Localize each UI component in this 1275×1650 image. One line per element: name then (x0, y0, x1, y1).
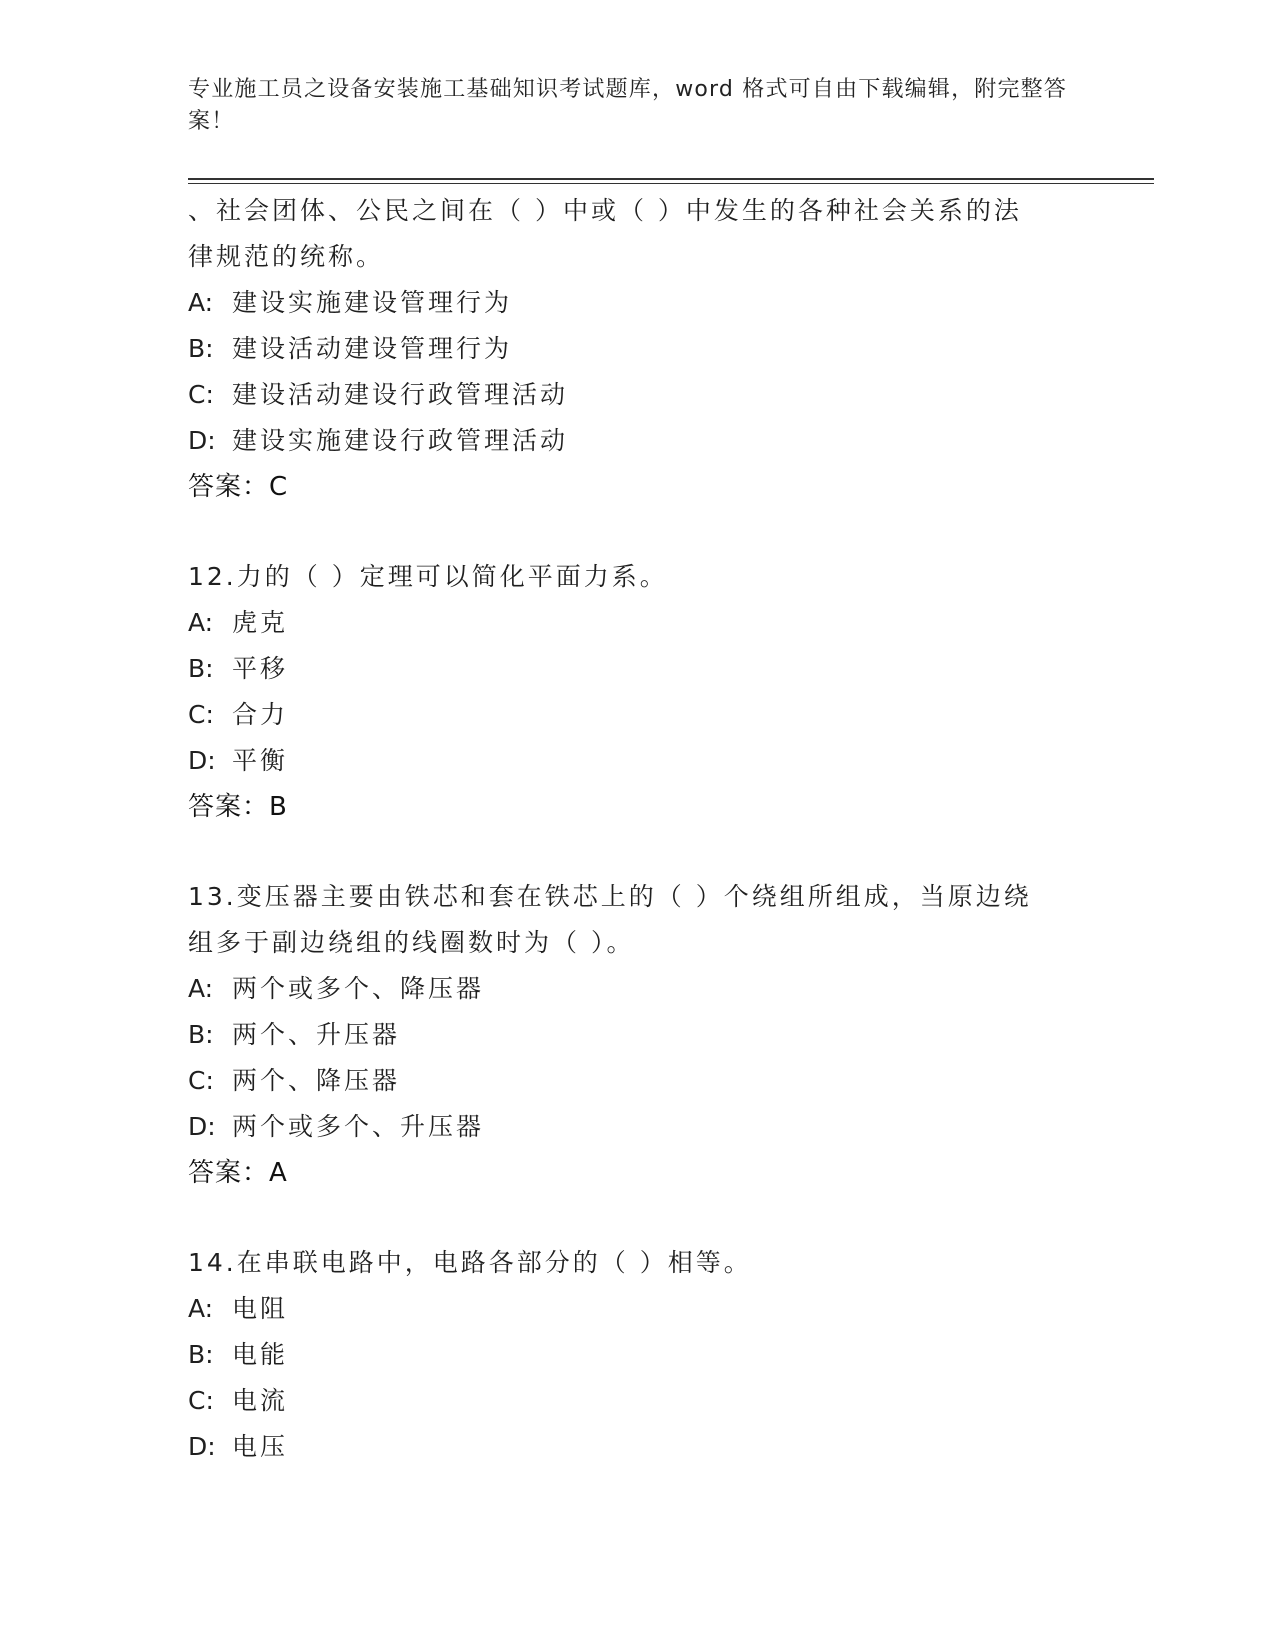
option-text: 建设活动建设行政管理活动 (232, 380, 569, 409)
option-text: 两个、升压器 (232, 1020, 401, 1049)
answer-line: 答案：B (188, 792, 288, 822)
answer-line: 答案：C (188, 472, 289, 502)
option-text: 电压 (232, 1432, 289, 1461)
option-letter: D: (188, 426, 216, 455)
option-a (188, 600, 1088, 646)
option-text: 电能 (232, 1340, 289, 1369)
option-c (188, 1378, 1088, 1424)
header-title: 专业施工员之设备安装施工基础知识考试题库，word 格式可自由下载编辑，附完整答案！ (188, 77, 1068, 134)
option-text: 合力 (232, 700, 289, 729)
question-text-line: 律规范的统称。 (188, 242, 385, 271)
option-letter: C: (188, 1066, 214, 1095)
option-text: 建设实施建设管理行为 (232, 288, 513, 317)
spacer (188, 830, 1088, 874)
question-text-line: 13.变压器主要由铁芯和套在铁芯上的（ ）个绕组所组成，当原边绕 (188, 882, 1032, 911)
option-b (188, 646, 1088, 692)
option-b (188, 326, 1088, 372)
question-text-line: 12.力的（ ）定理可以简化平面力系。 (188, 562, 668, 591)
answer-line: 答案：A (188, 1158, 288, 1188)
document-body (188, 188, 1088, 1470)
question-text-line: 14.在串联电路中，电路各部分的（ ）相等。 (188, 1248, 752, 1277)
spacer (188, 1196, 1088, 1240)
option-c (188, 1058, 1088, 1104)
option-letter: A: (188, 608, 214, 637)
option-a (188, 280, 1088, 326)
option-b (188, 1332, 1088, 1378)
option-letter: B: (188, 1340, 214, 1369)
option-letter: B: (188, 654, 214, 683)
option-text: 虎克 (232, 608, 289, 637)
option-text: 平移 (232, 654, 289, 683)
option-a (188, 966, 1088, 1012)
option-text: 建设活动建设管理行为 (232, 334, 513, 363)
question-12 (188, 554, 1088, 830)
option-letter: C: (188, 380, 214, 409)
question-text-line: 、社会团体、公民之间在（ ）中或（ ）中发生的各种社会关系的法 (188, 196, 1022, 225)
question-11-continuation (188, 188, 1088, 510)
option-letter: A: (188, 288, 214, 317)
option-d (188, 1104, 1088, 1150)
option-text: 建设实施建设行政管理活动 (232, 426, 569, 455)
option-letter: A: (188, 974, 214, 1003)
header-rule-thin (188, 183, 1154, 184)
option-d (188, 418, 1088, 464)
option-b (188, 1012, 1088, 1058)
option-letter: D: (188, 1112, 216, 1141)
option-text: 两个或多个、升压器 (232, 1112, 485, 1141)
option-letter: B: (188, 1020, 214, 1049)
option-text: 两个或多个、降压器 (232, 974, 485, 1003)
option-c (188, 692, 1088, 738)
option-c (188, 372, 1088, 418)
question-13 (188, 874, 1088, 1196)
option-text: 电流 (232, 1386, 289, 1415)
option-d (188, 1424, 1088, 1470)
option-text: 电阻 (232, 1294, 289, 1323)
option-letter: C: (188, 1386, 214, 1415)
document-header (188, 74, 1068, 138)
option-letter: D: (188, 1432, 216, 1461)
option-text: 两个、降压器 (232, 1066, 401, 1095)
question-text-line: 组多于副边绕组的线圈数时为（ ）。 (188, 928, 635, 957)
header-rule-thick (188, 178, 1154, 180)
option-letter: A: (188, 1294, 214, 1323)
spacer (188, 510, 1088, 554)
option-d (188, 738, 1088, 784)
option-text: 平衡 (232, 746, 289, 775)
option-a (188, 1286, 1088, 1332)
option-letter: D: (188, 746, 216, 775)
option-letter: B: (188, 334, 214, 363)
option-letter: C: (188, 700, 214, 729)
question-14 (188, 1240, 1088, 1470)
